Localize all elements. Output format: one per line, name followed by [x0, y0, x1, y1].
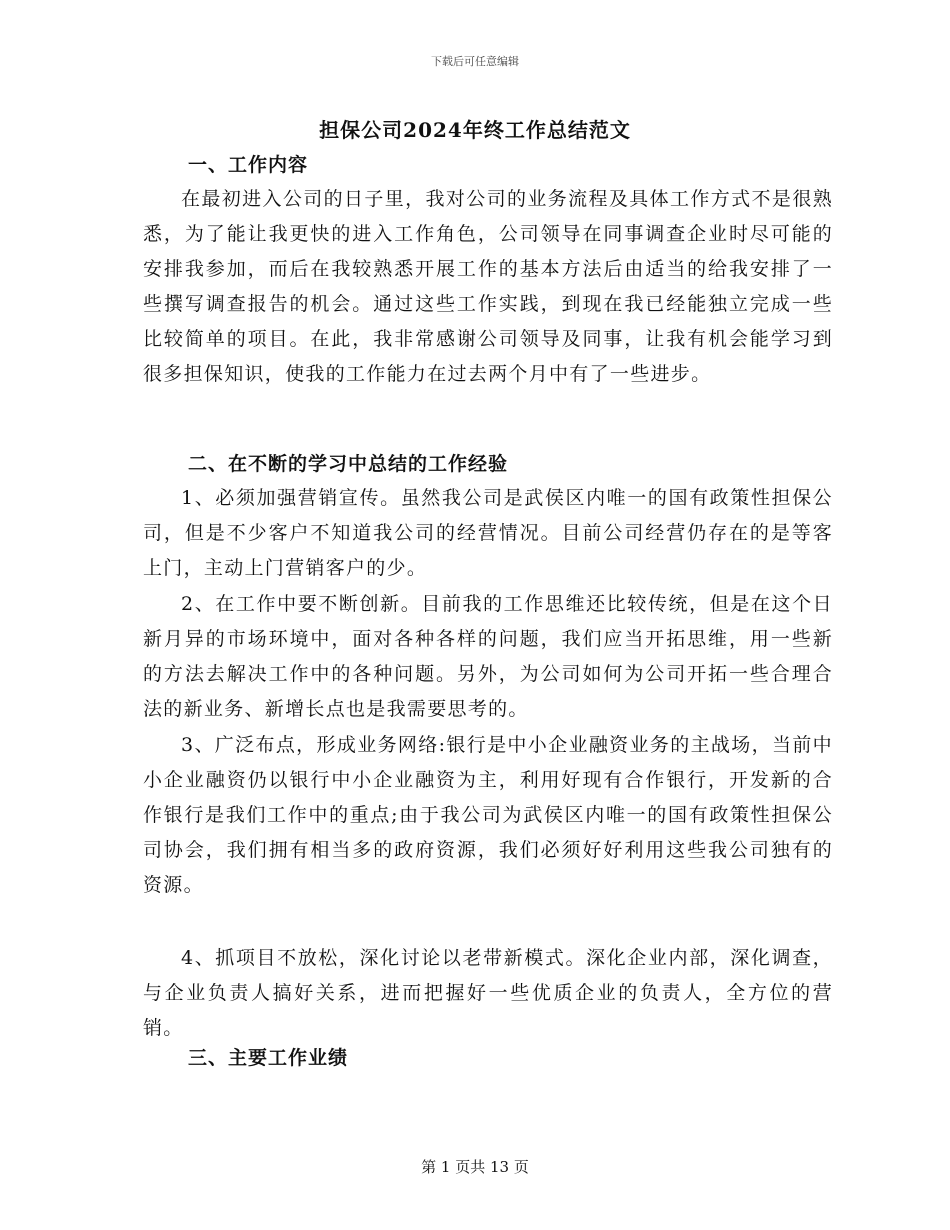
page-number: 第 1 页共 13 页: [421, 1158, 529, 1176]
document-title: 担保公司2024年终工作总结范文: [319, 118, 631, 142]
section-heading-3: 三、主要工作业绩: [188, 1047, 349, 1069]
list-item-2: 2、在工作中要不断创新。目前我的工作思维还比较传统，但是在这个日新月异的市场环境中，面对各种各样的问题，我们应当开拓思维，用一些新的方法去解决工作中的各种问题。另外，为公司如何为公司开拓一些合理合法的新业务、新增长点也是我需要思考的。: [143, 593, 833, 721]
section1-paragraph: 在最初进入公司的日子里，我对公司的业务流程及具体工作方式不是很熟悉，为了能让我更快的进入工作角色，公司领导在同事调查企业时尽可能的安排我参加，而后在我较熟悉开展工作的基本方法后由适当的给我安排了一些撰写调查报告的机会。通过这些工作实践，到现在我已经能独立完成一些比较简单的项目。在此，我非常感谢公司领导及同事，让我有机会能学习到很多担保知识，使我的工作能力在过去两个月中有了一些进步。: [143, 188, 833, 386]
list-item-3: 3、广泛布点，形成业务网络:银行是中小企业融资业务的主战场，当前中小企业融资仍以银行中小企业融资为主，利用好现有合作银行，开发新的合作银行是我们工作中的重点;由于我公司为武侯区内唯一的国有政策性担保公司协会，我们拥有相当多的政府资源，我们必须好好利用这些我公司独有的资源。: [143, 734, 833, 897]
section-heading-1: 一、工作内容: [188, 154, 309, 176]
list-item-4: 4、抓项目不放松，深化讨论以老带新模式。深化企业内部，深化调查，与企业负责人搞好关系，进而把握好一些优质企业的负责人，全方位的营销。: [143, 947, 833, 1040]
section-heading-2: 二、在不断的学习中总结的工作经验: [188, 453, 509, 475]
list-item-1: 1、必须加强营销宣传。虽然我公司是武侯区内唯一的国有政策性担保公司，但是不少客户不知道我公司的经营情况。目前公司经营仍存在的是等客上门，主动上门营销客户的少。: [143, 487, 833, 580]
header-note: 下载后可任意编辑: [431, 55, 519, 68]
